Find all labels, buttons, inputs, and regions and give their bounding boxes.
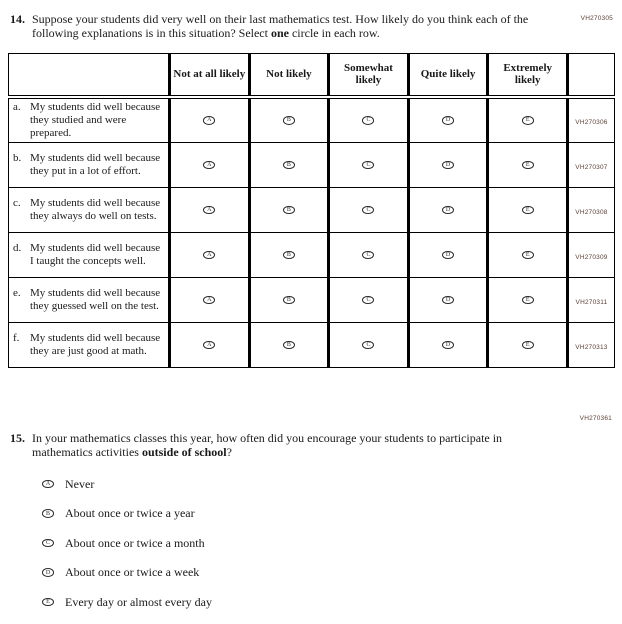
answer-cell — [408, 187, 488, 232]
question-15-options — [42, 478, 622, 609]
answer-oval-e[interactable]: E — [522, 116, 534, 125]
answer-oval-b[interactable]: B — [283, 206, 295, 215]
row-letter: e. — [13, 286, 21, 299]
row-letter: c. — [13, 196, 21, 209]
answer-oval-d[interactable]: D — [442, 116, 454, 125]
option-label: Never — [65, 476, 95, 491]
table-row-b — [9, 142, 615, 187]
question-14-number: 14. — [10, 12, 25, 26]
q14-text-part2: circle in each row. — [288, 26, 380, 40]
answer-cell — [249, 97, 329, 143]
code-column-header — [567, 54, 614, 97]
answer-cell — [329, 277, 409, 322]
answer-oval-d[interactable]: D — [442, 251, 454, 260]
answer-cell — [329, 142, 409, 187]
answer-cell — [170, 322, 250, 367]
table-row-f — [9, 322, 615, 367]
answer-oval-c[interactable]: C — [362, 251, 374, 260]
answer-oval-a[interactable]: A — [203, 116, 215, 125]
answer-cell — [329, 322, 409, 367]
answer-cell — [249, 142, 329, 187]
q15-section-code: VH270361 — [579, 414, 612, 422]
answer-cell — [488, 142, 568, 187]
answer-oval-c[interactable]: C — [362, 206, 374, 215]
answer-oval-b[interactable]: B — [283, 341, 295, 350]
row-letter: d. — [13, 241, 22, 254]
answer-cell — [170, 187, 250, 232]
row-code-cell — [567, 142, 614, 187]
row-code: VH270309 — [575, 253, 608, 261]
answer-oval-e[interactable]: E — [522, 341, 534, 350]
answer-cell — [488, 187, 568, 232]
row-code: VH270313 — [575, 343, 608, 351]
question-14-text — [32, 12, 540, 40]
answer-cell — [249, 277, 329, 322]
row-statement: My students did well because they put in a lot of effort. — [30, 151, 161, 177]
row-statement: My students did well because they studied and were prepared. — [30, 100, 161, 139]
row-code: VH270307 — [575, 163, 608, 171]
statement-column-header — [9, 54, 170, 97]
table-row-d — [9, 232, 615, 277]
statement-cell — [9, 232, 170, 277]
statement-cell — [9, 322, 170, 367]
q15-text-part2: ? — [226, 444, 232, 459]
answer-cell — [170, 97, 250, 143]
answer-cell — [249, 232, 329, 277]
q14-text-bold: one — [270, 26, 289, 40]
answer-oval-e[interactable]: E — [522, 296, 534, 305]
answer-oval-b[interactable]: B — [283, 251, 295, 260]
question-15-number: 15. — [10, 430, 25, 445]
answer-cell — [329, 97, 409, 143]
answer-cell — [170, 142, 250, 187]
question-15-text — [32, 431, 524, 459]
column-header-somewhat-likely: Somewhat likely — [329, 54, 409, 97]
answer-oval-e[interactable]: E — [522, 206, 534, 215]
statement-cell — [9, 142, 170, 187]
answer-oval-b[interactable]: B — [283, 116, 295, 125]
row-code-cell — [567, 97, 614, 143]
row-code-cell — [567, 277, 614, 322]
answer-cell — [249, 322, 329, 367]
option-once-twice-year — [42, 507, 622, 520]
answer-oval-b[interactable]: B — [283, 296, 295, 305]
option-oval-a[interactable]: A — [42, 480, 54, 489]
row-statement: My students did well because they guessed well on the test. — [30, 286, 161, 312]
row-code-cell — [567, 187, 614, 232]
row-letter: a. — [13, 100, 21, 113]
statement-cell — [9, 187, 170, 232]
answer-cell — [170, 277, 250, 322]
q15-text-bold: outside of school — [141, 444, 227, 459]
row-code-cell — [567, 232, 614, 277]
option-once-twice-week — [42, 566, 622, 579]
question-15 — [10, 431, 622, 459]
answer-cell — [488, 232, 568, 277]
answer-oval-e[interactable]: E — [522, 161, 534, 170]
column-header-quite-likely: Quite likely — [408, 54, 488, 97]
table-row-a — [9, 97, 615, 143]
row-letter: b. — [13, 151, 22, 164]
table-header-row — [9, 54, 615, 97]
answer-cell — [408, 142, 488, 187]
likelihood-table — [8, 53, 615, 368]
answer-oval-a[interactable]: A — [203, 251, 215, 260]
option-every-day — [42, 596, 622, 609]
answer-oval-d[interactable]: D — [442, 206, 454, 215]
answer-oval-a[interactable]: A — [203, 206, 215, 215]
table-row-c — [9, 187, 615, 232]
q15-text-part1: In your mathematics classes this year, how often did you encourage your students to participate in mathematics activities — [32, 430, 503, 459]
option-oval-b[interactable]: B — [42, 509, 54, 518]
option-label: About once or twice a month — [65, 535, 205, 550]
answer-oval-c[interactable]: C — [362, 116, 374, 125]
option-never — [42, 478, 622, 491]
option-oval-e[interactable]: E — [42, 598, 54, 607]
option-oval-d[interactable]: D — [42, 568, 54, 577]
question-14 — [10, 12, 622, 40]
answer-cell — [329, 187, 409, 232]
answer-cell — [408, 322, 488, 367]
row-code-cell — [567, 322, 614, 367]
column-header-not-likely: Not likely — [249, 54, 329, 97]
answer-oval-d[interactable]: D — [442, 296, 454, 305]
statement-cell — [9, 97, 170, 143]
option-label: About once or twice a week — [65, 565, 200, 579]
row-letter: f. — [13, 331, 20, 344]
answer-oval-c[interactable]: C — [362, 341, 374, 350]
option-once-twice-month — [42, 537, 622, 550]
answer-oval-b[interactable]: B — [283, 161, 295, 170]
answer-oval-c[interactable]: C — [362, 161, 374, 170]
answer-oval-d[interactable]: D — [442, 341, 454, 350]
answer-oval-c[interactable]: C — [362, 296, 374, 305]
answer-cell — [408, 277, 488, 322]
row-statement: My students did well because I taught the concepts well. — [30, 241, 161, 267]
answer-cell — [408, 97, 488, 143]
table-row-e — [9, 277, 615, 322]
questionnaire-page — [0, 12, 622, 624]
answer-oval-a[interactable]: A — [203, 161, 215, 170]
answer-cell — [249, 187, 329, 232]
row-statement: My students did well because they always do well on tests. — [30, 196, 161, 222]
answer-oval-d[interactable]: D — [442, 161, 454, 170]
answer-oval-e[interactable]: E — [522, 251, 534, 260]
answer-oval-a[interactable]: A — [203, 341, 215, 350]
statement-cell — [9, 277, 170, 322]
q14-section-code: VH270305 — [580, 15, 613, 22]
answer-cell — [488, 322, 568, 367]
answer-cell — [488, 277, 568, 322]
answer-oval-a[interactable]: A — [203, 296, 215, 305]
option-oval-c[interactable]: C — [42, 539, 54, 548]
q14-text-part1: Suppose your students did very well on their last mathematics test. How likely do you think each of the following explanations is in this situation? Select — [32, 12, 529, 40]
row-code: VH270308 — [575, 208, 608, 216]
row-statement: My students did well because they are just good at math. — [30, 331, 161, 357]
answer-cell — [329, 232, 409, 277]
answer-cell — [488, 97, 568, 143]
row-code: VH270306 — [575, 119, 608, 126]
row-code: VH270311 — [575, 298, 608, 306]
option-label: Every day or almost every day — [65, 594, 212, 609]
option-label: About once or twice a year — [65, 506, 195, 520]
answer-cell — [170, 232, 250, 277]
column-header-not-at-all-likely: Not at all likely — [170, 54, 250, 97]
answer-cell — [408, 232, 488, 277]
column-header-extremely-likely: Extremely likely — [488, 54, 568, 97]
